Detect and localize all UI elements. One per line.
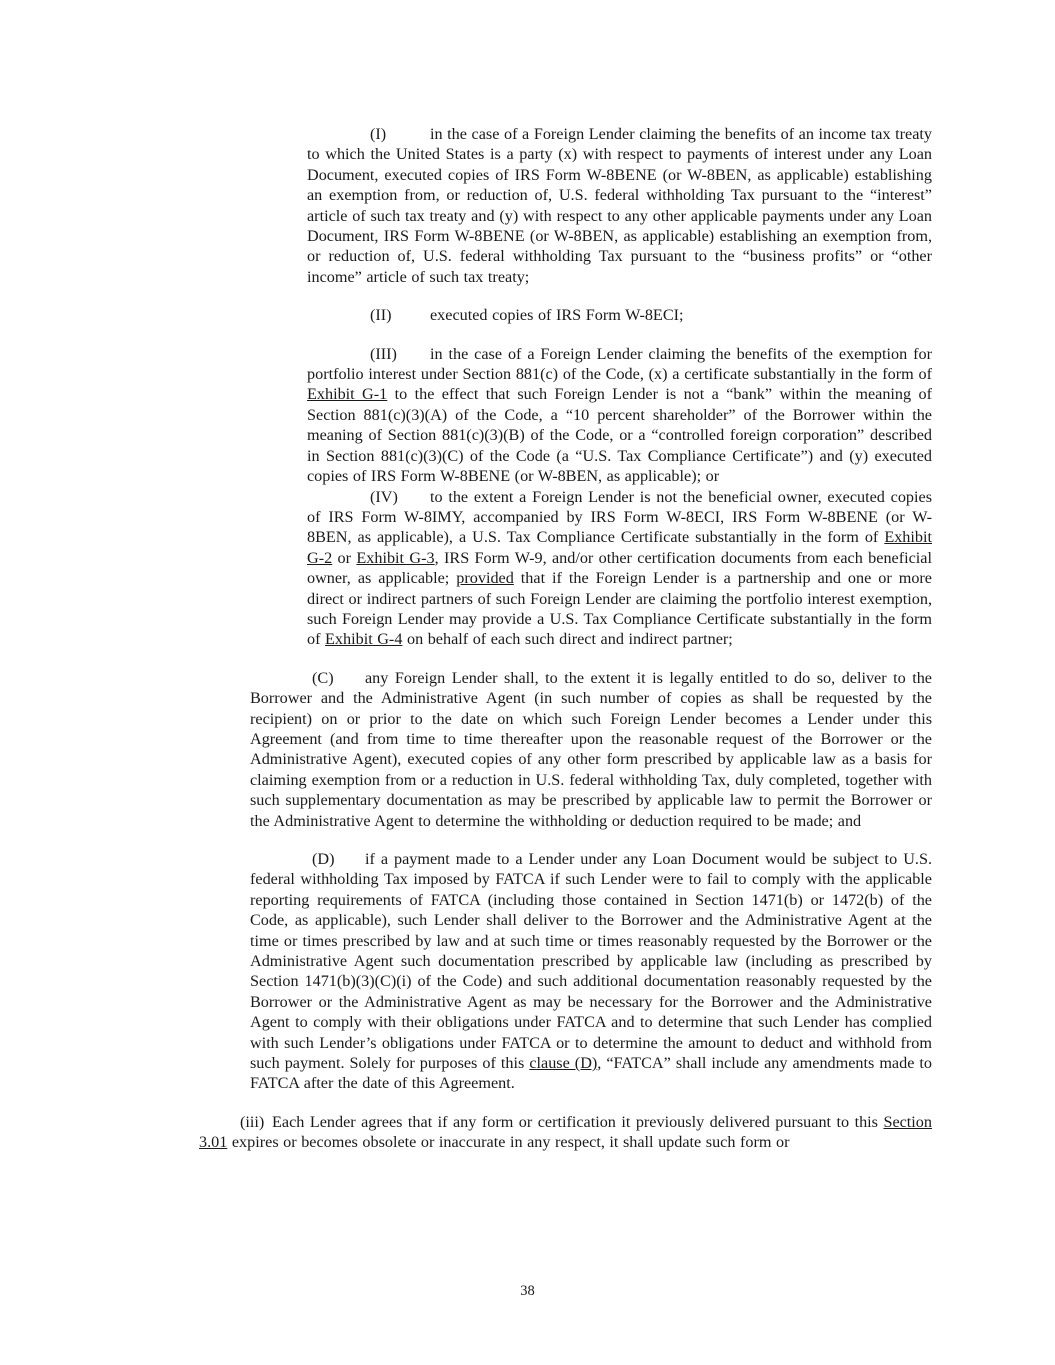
paragraph-D — [250, 849, 932, 1094]
paragraph-IV — [307, 487, 932, 650]
paragraph-I-label: (I) — [370, 125, 387, 143]
paragraph-iii — [199, 1112, 932, 1153]
paragraph-iii-text: Each Lender agrees that if any form or certification it previously delivered pursuant to this Section 3.01 expires or becomes obsolete or inaccurate in any respect, it shall update such form or — [199, 1112, 932, 1152]
page-number: 38 — [520, 1283, 535, 1299]
paragraph-C-label: (C) — [312, 668, 334, 687]
paragraph-C — [250, 668, 932, 831]
paragraph-II-text: executed copies of IRS Form W-8ECI; — [430, 306, 684, 325]
paragraph-IV-label: (IV) — [370, 487, 398, 506]
paragraph-II — [307, 305, 932, 325]
underlined-reference: Exhibit G-3 — [356, 548, 435, 567]
paragraph-I — [307, 124, 932, 287]
paragraph-II-label: (II) — [370, 306, 392, 325]
underlined-reference: clause (D) — [529, 1054, 598, 1073]
underlined-reference: Exhibit G-2 — [307, 528, 932, 567]
paragraph-I-text: in the case of a Foreign Lender claiming the benefits of an income tax treaty to which the United States is a party (x) with respect to payments of interest under any Loan Document, executed copies of IRS Form W-8BENE (or W-8BEN, as applicable) establishing an exemption from, or reduction of, U.S. federal withholding Tax pursuant to the “interest” article of such tax treaty and (y) with respect to any other applicable payments under any Loan Document, IRS Form W-8BENE (or W-8BEN, as applicable) establishing an exemption from, or reduction of, U.S. federal withholding Tax pursuant to the “business profits” or “other income” article of such tax treaty; — [307, 125, 932, 286]
document-body — [0, 124, 1055, 1153]
paragraph-III-label: (III) — [370, 344, 397, 363]
paragraph-IV-text: to the extent a Foreign Lender is not the beneficial owner, executed copies of IRS Form W-8IMY, accompanied by IRS Form W-8ECI, IRS Form W-8BENE (or W-8BEN, as applicable), a U.S. Tax Compliance Certificate substantially in the form of Exhibit G-2 or Exhibit G-3, IRS Form W-9, and/or other certification documents from each beneficial owner, as applicable; provided that if the Foreign Lender is a partnership and one or more direct or indirect partners of such Foreign Lender are claiming the portfolio interest exemption, such Foreign Lender may provide a U.S. Tax Compliance Certificate substantially in the form of Exhibit G-4 on behalf of each such direct and indirect partner; — [307, 487, 932, 649]
paragraph-III — [307, 344, 932, 487]
paragraph-D-text: if a payment made to a Lender under any Loan Document would be subject to U.S. federal withholding Tax imposed by FATCA if such Lender were to fail to comply with the applicable reporting requirements of FATCA (including those contained in Section 1471(b) or 1472(b) of the Code, as applicable), such Lender shall deliver to the Borrower and the Administrative Agent at the time or times prescribed by law and at such time or times reasonably requested by the Borrower or the Administrative Agent such documentation prescribed by applicable law (including as prescribed by Section 1471(b)(3)(C)(i) of the Code) and such additional documentation reasonably requested by the Borrower or the Administrative Agent as may be necessary for the Borrower and the Administrative Agent to comply with their obligations under FATCA and to determine that such Lender has complied with such Lender’s obligations under FATCA or to determine the amount to deduct and withhold from such payment. Solely for purposes of this clause (D), “FATCA” shall include any amendments made to FATCA after the date of this Agreement. — [250, 850, 933, 1093]
paragraph-C-text: any Foreign Lender shall, to the extent it is legally entitled to do so, deliver to the Borrower and the Administrative Agent (in such number of copies as shall be requested by the recipient) on or prior to the date on which such Foreign Lender becomes a Lender under this Agreement (and from time to time thereafter upon the reasonable request of the Borrower or the Administrative Agent), executed copies of any other form prescribed by applicable law as a basis for claiming exemption from or a reduction in U.S. federal withholding Tax, duly completed, together with such supplementary documentation as may be prescribed by applicable law to permit the Borrower or the Administrative Agent to determine the withholding or deduction required to be made; and — [250, 668, 932, 830]
underlined-reference: provided — [456, 569, 514, 588]
paragraph-iii-label: (iii) — [240, 1112, 265, 1131]
underlined-reference: Exhibit G-4 — [325, 630, 403, 649]
paragraph-D-label: (D) — [312, 850, 335, 868]
paragraph-III-text: in the case of a Foreign Lender claiming the benefits of the exemption for portfolio interest under Section 881(c) of the Code, (x) a certificate substantially in the form of Exhibit G-1 to the effect that such Foreign Lender is not a “bank” within the meaning of Section 881(c)(3)(A) of the Code, a “10 percent shareholder” of the Borrower within the meaning of Section 881(c)(3)(B) of the Code, or a “controlled foreign corporation” described in Section 881(c)(3)(C) of the Code (a “U.S. Tax Compliance Certificate”) and (y) executed copies of IRS Form W-8BENE (or W-8BEN, as applicable); or — [307, 344, 932, 486]
underlined-reference: Exhibit G-1 — [307, 385, 388, 404]
underlined-reference: Section 3.01 — [199, 1112, 932, 1152]
